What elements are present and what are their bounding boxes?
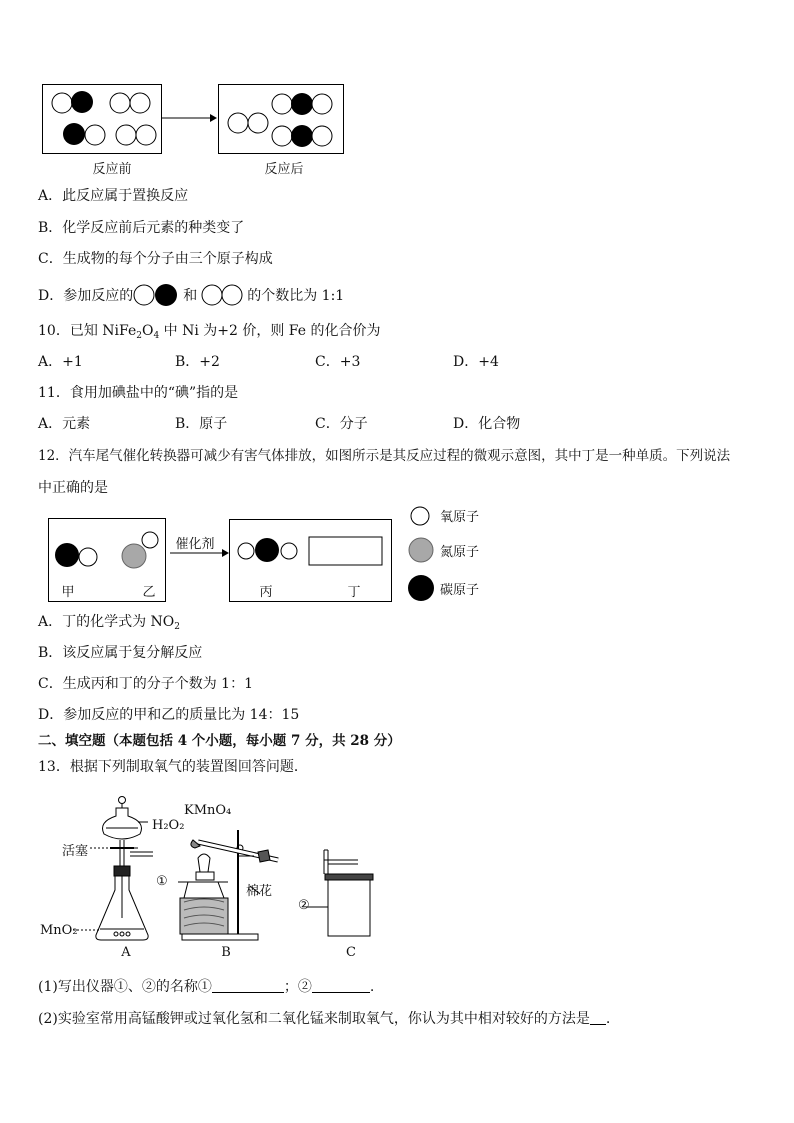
o2-molecule-icon — [201, 284, 243, 306]
black-atom — [71, 91, 93, 113]
cotton-label: 棉花 — [246, 884, 273, 899]
answer-blank-2[interactable] — [312, 978, 370, 993]
q13-sub2 — [38, 1009, 610, 1029]
kmno4-label: KMnO₄ — [184, 803, 232, 818]
jia-label: 甲 — [61, 585, 75, 600]
white-atom — [130, 93, 150, 113]
catalyst-arrow — [168, 547, 230, 559]
q10-option-b: B．+2 — [175, 354, 220, 370]
mark-2: ② — [298, 898, 310, 913]
q11-stem: 11．食用加碘盐中的“碘”指的是 — [38, 385, 239, 401]
after-label: 反应后 — [264, 162, 304, 177]
q12-stem-line1: 12．汽车尾气催化转换器可减少有害气体排放，如图所示是其反应过程的微观示意图，其中丁是一种单质。下列说法 — [38, 448, 731, 464]
nitrogen-atom — [122, 544, 146, 568]
carbon-atom — [255, 538, 279, 562]
before-reaction-molecules — [42, 84, 162, 154]
q11-option-c: C．分子 — [315, 416, 368, 432]
q10-stem-prefix: 10．已知 NiFe — [38, 323, 137, 339]
ding-label: 丁 — [347, 585, 361, 600]
q10-stem — [38, 321, 381, 346]
label-b: B — [221, 945, 231, 960]
q12-option-a — [38, 612, 180, 637]
q13-sub2-text: (2)实验室常用高锰酸钾或过氧化氢和二氧化锰来制取氧气，你认为其中相对较好的方法是 — [38, 1011, 590, 1027]
q11-option-b: B．原子 — [175, 416, 228, 432]
white-atom — [85, 125, 105, 145]
q9-option-a: A．此反应属于置换反应 — [38, 188, 189, 204]
valve-label: 活塞 — [62, 844, 89, 859]
white-atom — [116, 125, 136, 145]
black-atom — [291, 125, 313, 147]
white-atom — [52, 93, 72, 113]
q12-option-b: B．该反应属于复分解反应 — [38, 645, 203, 661]
legend-carbon-icon — [407, 574, 435, 602]
q9-d-mid: 和 — [183, 288, 198, 304]
oxygen-atom — [281, 543, 297, 559]
q10-option-a: A．+1 — [38, 354, 83, 370]
white-atom — [272, 126, 292, 146]
black-atom — [63, 123, 85, 145]
carbon-atom — [55, 543, 79, 567]
q11-option-a: A．元素 — [38, 416, 91, 432]
ding-empty-box — [309, 537, 382, 565]
q9-option-c: C．生成物的每个分子由三个原子构成 — [38, 251, 273, 267]
white-atom — [312, 94, 332, 114]
q10-sub1: 2 — [136, 331, 142, 341]
black-atom — [291, 93, 313, 115]
co-molecule-icon — [133, 284, 179, 306]
white-atom — [312, 126, 332, 146]
q13-sub1 — [38, 977, 374, 997]
oxygen-atom — [238, 543, 254, 559]
q9-option-b: B．化学反应前后元素的种类变了 — [38, 220, 245, 236]
label-a: A — [121, 945, 131, 960]
oxygen-atom — [79, 548, 97, 566]
q12-stem-line2: 中正确的是 — [38, 480, 108, 496]
white-atom — [136, 125, 156, 145]
answer-blank-3[interactable] — [590, 1010, 606, 1025]
q9-option-d — [38, 284, 344, 306]
q12-option-d: D．参加反应的甲和乙的质量比为 14：15 — [38, 707, 300, 723]
legend-carbon-label: 碳原子 — [440, 583, 480, 598]
section-2-heading: 二、填空题（本题包括 4 个小题，每小题 7 分，共 28 分） — [38, 733, 401, 749]
q10-option-d: D．+4 — [453, 354, 499, 370]
yi-label: 乙 — [142, 585, 156, 600]
products-molecules — [229, 519, 391, 601]
apparatus-a — [73, 797, 153, 941]
q10-option-c: C．+3 — [315, 354, 361, 370]
q13-sub1-end: . — [369, 979, 375, 995]
q13-sub1-text: (1)写出仪器①、②的名称① — [38, 979, 212, 995]
legend-oxygen-icon — [409, 505, 431, 527]
q9-d-prefix: D．参加反应的 — [38, 288, 134, 304]
legend-nitrogen-icon — [407, 536, 435, 564]
q13-sub1-sep: ；② — [283, 979, 312, 995]
q12-a-sub: 2 — [174, 622, 181, 632]
legend-oxygen-label: 氧原子 — [440, 510, 480, 525]
white-atom — [248, 113, 268, 133]
legend-nitrogen-label: 氮原子 — [440, 545, 480, 560]
q12-a-text: A．丁的化学式为 NO — [38, 614, 175, 630]
catalyst-label: 催化剂 — [175, 537, 215, 552]
reaction-arrow — [160, 112, 218, 124]
label-c: C — [346, 945, 356, 960]
before-label: 反应前 — [92, 162, 132, 177]
white-atom — [228, 113, 248, 133]
q9-d-suffix: 的个数比为 1:1 — [247, 288, 345, 304]
q13-stem: 13．根据下列制取氧气的装置图回答问题． — [38, 759, 308, 775]
q11-option-d: D．化合物 — [453, 416, 521, 432]
q12-option-c: C．生成丙和丁的分子个数为 1：1 — [38, 676, 253, 692]
white-atom — [272, 94, 292, 114]
oxygen-atom — [142, 532, 158, 548]
q10-sub2: 4 — [153, 331, 160, 341]
mno2-label: MnO₂ — [40, 923, 78, 938]
q10-stem-suffix: 中 Ni 为+2 价，则 Fe 的化合价为 — [159, 323, 381, 339]
q13-sub2-end: . — [605, 1011, 611, 1027]
h2o2-label: H₂O₂ — [152, 818, 185, 833]
mark-1: ① — [156, 874, 168, 889]
bing-label: 丙 — [259, 585, 273, 600]
q10-stem-mid: O — [141, 323, 154, 339]
after-reaction-molecules — [218, 84, 344, 154]
white-atom — [110, 93, 130, 113]
apparatus-c — [306, 850, 373, 936]
answer-blank-1[interactable] — [212, 978, 284, 993]
